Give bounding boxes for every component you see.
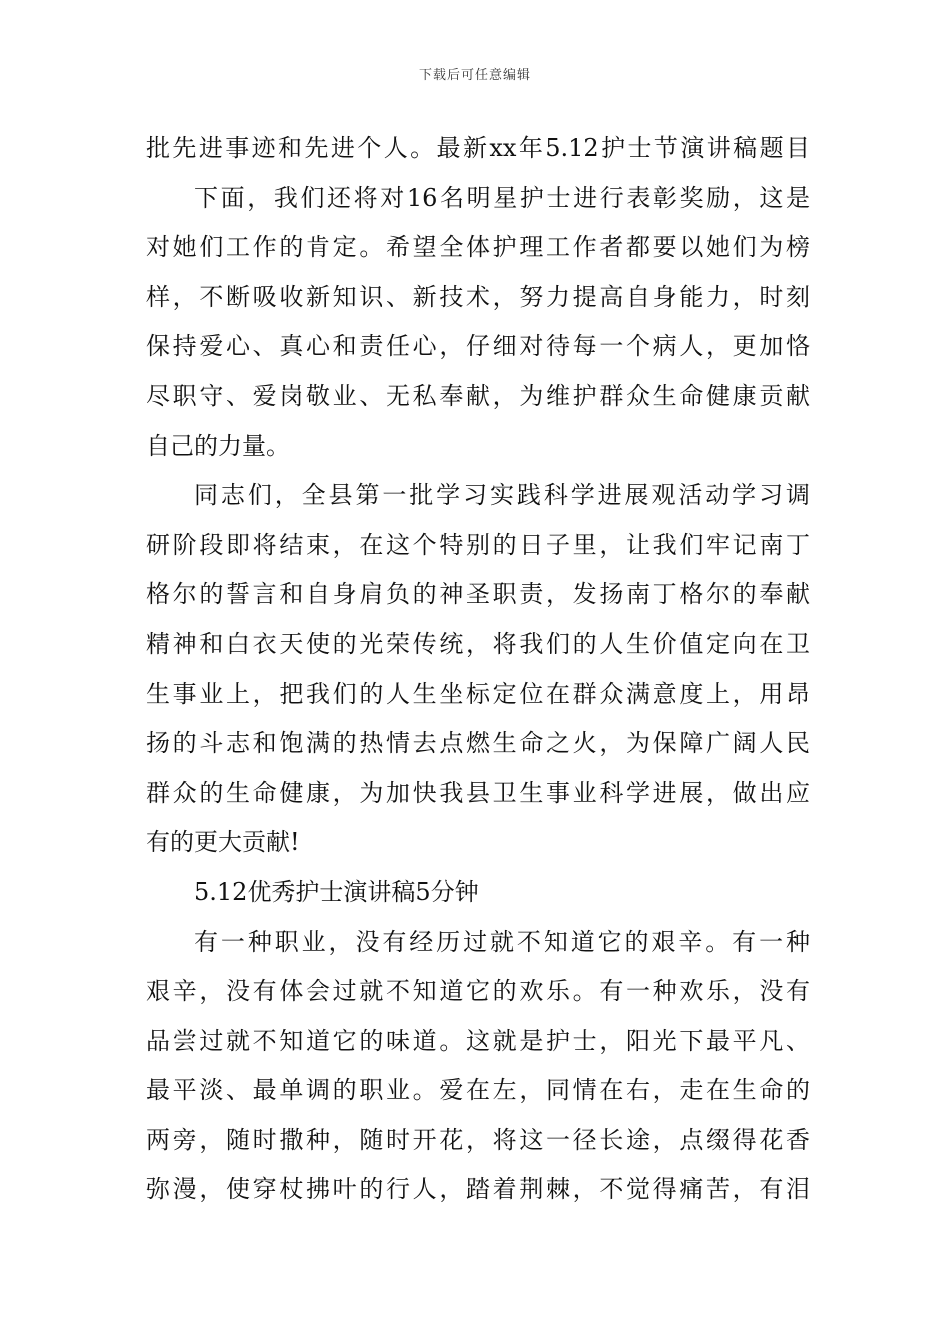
- text-line: 研阶段即将结束，在这个特别的日子里，让我们牢记南丁: [146, 530, 810, 559]
- text-line: 有一种职业，没有经历过就不知道它的艰辛。有一种: [194, 927, 810, 956]
- text-line: 尽职守、爱岗敬业、无私奉献，为维护群众生命健康贡献: [146, 381, 810, 410]
- text-line: 下面，我们还将对16名明星护士进行表彰奖励，这是: [194, 183, 810, 212]
- text-line: 批先进事迹和先进个人。最新xx年5.12护士节演讲稿题目: [146, 134, 810, 162]
- page-header: 下载后可任意编辑: [418, 68, 531, 83]
- text-line: 同志们，全县第一批学习实践科学进展观活动学习调: [194, 481, 810, 510]
- text-line: 保持爱心、真心和责任心，仔细对待每一个病人，更加恪: [146, 332, 810, 361]
- section-heading: 5.12优秀护士演讲稿5分钟: [194, 877, 479, 906]
- text-line: 自己的力量。: [146, 431, 290, 460]
- text-line: 两旁，随时撒种，随时开花，将这一径长途，点缀得花香: [146, 1125, 810, 1154]
- text-line: 最平淡、最单调的职业。爱在左，同情在右，走在生命的: [146, 1076, 810, 1105]
- text-line: 精神和白衣天使的光荣传统，将我们的人生价值定向在卫: [146, 629, 810, 658]
- text-line: 格尔的誓言和自身肩负的神圣职责，发扬南丁格尔的奉献: [146, 580, 810, 609]
- text-line: 艰辛，没有体会过就不知道它的欢乐。有一种欢乐，没有: [146, 977, 810, 1006]
- text-line: 样，不断吸收新知识、新技术，努力提高自身能力，时刻: [146, 282, 810, 311]
- text-line: 品尝过就不知道它的味道。这就是护士，阳光下最平凡、: [146, 1026, 810, 1055]
- text-line: 群众的生命健康，为加快我县卫生事业科学进展，做出应: [146, 778, 810, 807]
- text-line: 有的更大贡献!: [146, 828, 300, 857]
- text-line: 对她们工作的肯定。希望全体护理工作者都要以她们为榜: [146, 233, 810, 262]
- text-line: 弥漫，使穿杖拂叶的行人，踏着荆棘，不觉得痛苦，有泪: [146, 1175, 810, 1204]
- text-line: 扬的斗志和饱满的热情去点燃生命之火，为保障广阔人民: [146, 729, 810, 758]
- text-line: 生事业上，把我们的人生坐标定位在群众满意度上，用昂: [146, 679, 810, 708]
- document-body: [146, 124, 810, 1215]
